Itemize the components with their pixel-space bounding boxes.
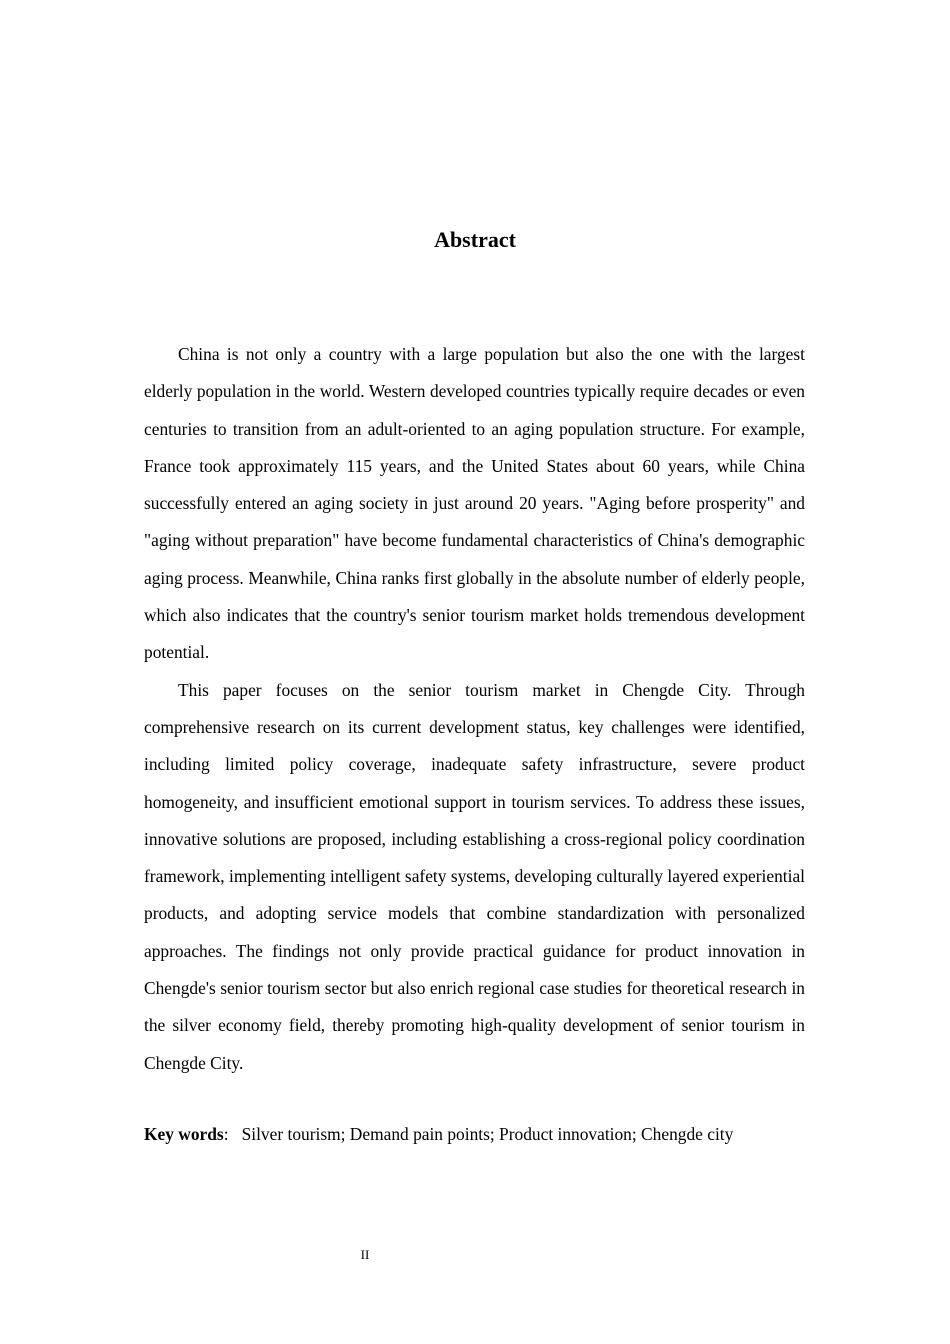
keywords-line	[144, 1116, 805, 1153]
keywords-text: Silver tourism; Demand pain points; Product innovation; Chengde city	[241, 1124, 734, 1144]
abstract-paragraph-1: China is not only a country with a large population but also the one with the largest elderly population in the world. Western developed countries typically require decades or even centuries to transition from an adult-oriented to an aging population structure. For example, France took approximately 115 years, and the United States about 60 years, while China successfully entered an aging society in just around 20 years. "Aging before prosperity" and "aging without preparation" have become fundamental characteristics of China's demographic aging process. Meanwhile, China ranks first globally in the absolute number of elderly people, which also indicates that the country's senior tourism market holds tremendous development potential.	[144, 344, 805, 663]
keywords-label: Key words	[144, 1124, 224, 1144]
page-number: II	[360, 1247, 370, 1262]
abstract-body	[144, 336, 805, 1082]
page-title: Abstract	[434, 227, 516, 252]
abstract-paragraph-2: This paper focuses on the senior tourism market in Chengde City. Through comprehensive research on its current development status, key challenges were identified, including limited policy coverage, inadequate safety infrastructure, severe product homogeneity, and insufficient emotional support in tourism services. To address these issues, innovative solutions are proposed, including establishing a cross-regional policy coordination framework, implementing intelligent safety systems, developing culturally layered experiential products, and adopting service models that combine standardization with personalized approaches. The findings not only provide practical guidance for product innovation in Chengde's senior tourism sector but also enrich regional case studies for theoretical research in the silver economy field, thereby promoting high-quality development of senior tourism in Chengde City.	[144, 679, 805, 1073]
keywords-separator: :	[223, 1124, 229, 1144]
